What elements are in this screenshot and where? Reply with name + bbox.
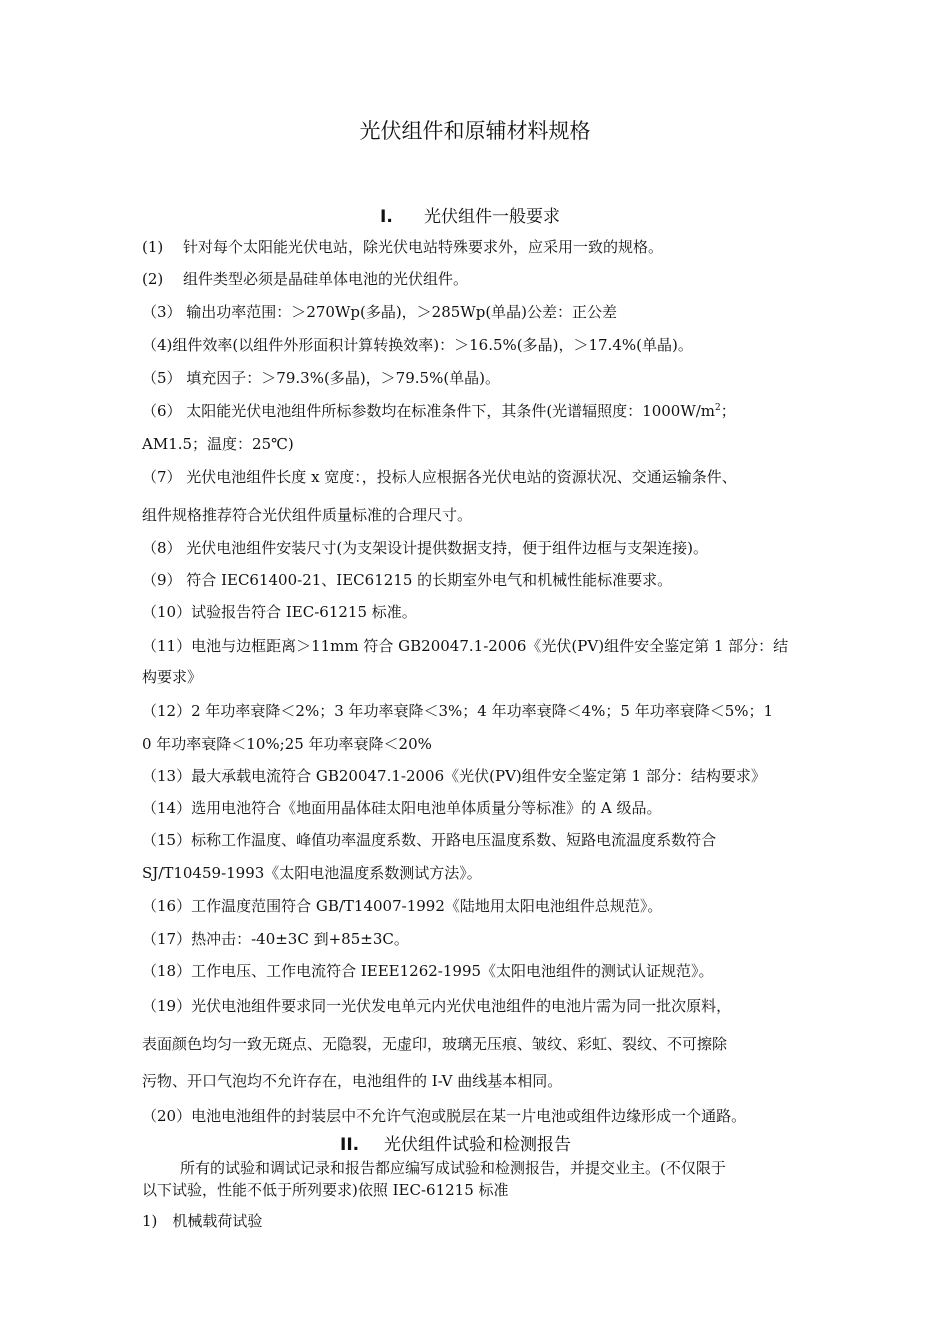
item-6-text: （6） 太阳能光伏电池组件所标参数均在标准条件下，其条件(光谱辐照度：1000W/m	[142, 402, 716, 420]
subitem-1: 1) 机械载荷试验	[142, 1212, 263, 1230]
item-7-line-1: （7） 光伏电池组件长度 x 宽度：，投标人应根据各光伏电站的资源状况、交通运输条件、	[142, 468, 737, 486]
item-19-line-2: 表面颜色均匀一致无斑点、无隐裂，无虚印，玻璃无压痕、皱纹、彩虹、裂纹、不可擦除	[142, 1035, 728, 1053]
item-5: （5） 填充因子：＞79.3%(多晶)，＞79.5%(单晶)。	[142, 369, 501, 387]
section-1-heading	[380, 206, 560, 228]
section-2-heading	[340, 1134, 571, 1156]
paragraph-line-1: 所有的试验和调试记录和报告都应编写成试验和检测报告，并提交业主。(不仅限于	[180, 1159, 726, 1177]
item-19-line-1: （19）光伏电池组件要求同一光伏发电单元内光伏电池组件的电池片需为同一批次原料，	[142, 997, 732, 1015]
item-11-line-2: 构要求》	[142, 668, 203, 686]
item-11-line-1: （11）电池与边框距离＞11mm 符合 GB20047.1-2006《光伏(PV)组件安全鉴定第 1 部分：结	[142, 637, 789, 655]
item-6-superscript: 2	[715, 403, 721, 413]
item-18: （18）工作电压、工作电流符合 IEEE1262-1995《太阳电池组件的测试认证规范》。	[142, 962, 714, 980]
paragraph-line-2: 以下试验，性能不低于所列要求)依照 IEC-61215 标准	[142, 1181, 509, 1199]
item-1: (1) 针对每个太阳能光伏电站，除光伏电站特殊要求外，应采用一致的规格。	[142, 238, 664, 256]
section-2-number: II.	[340, 1135, 360, 1155]
section-1-number: I.	[380, 207, 393, 227]
item-16: （16）工作温度范围符合 GB/T14007-1992《陆地用太阳电池组件总规范》。	[142, 897, 663, 915]
item-3: （3） 输出功率范围：＞270Wp(多晶)，＞285Wp(单晶)公差：正公差	[142, 303, 618, 321]
item-14: （14）选用电池符合《地面用晶体硅太阳电池单体质量分等标准》的 A 级品。	[142, 799, 662, 817]
item-4: （4)组件效率(以组件外形面积计算转换效率)：＞16.5%(多晶)，＞17.4%(单晶)。	[142, 336, 693, 354]
item-6-line-2: AM1.5；温度：25℃)	[142, 435, 294, 453]
item-2: (2) 组件类型必须是晶硅单体电池的光伏组件。	[142, 270, 469, 288]
item-6-line-1	[142, 401, 736, 421]
item-19-line-3: 污物、开口气泡均不允许存在，电池组件的 I-V 曲线基本相同。	[142, 1072, 563, 1090]
item-10: （10）试验报告符合 IEC-61215 标准。	[142, 603, 417, 621]
section-1-title: 光伏组件一般要求	[424, 207, 560, 227]
item-8: （8） 光伏电池组件安装尺寸(为支架设计提供数据支持，便于组件边框与支架连接)。	[142, 539, 709, 557]
item-12-line-2: 0 年功率衰降＜10%;25 年功率衰降＜20%	[142, 735, 432, 753]
item-12-line-1: （12）2 年功率衰降＜2%；3 年功率衰降＜3%；4 年功率衰降＜4%；5 年功率衰降＜5%；1	[142, 702, 774, 720]
item-9: （9） 符合 IEC61400-21、IEC61215 的长期室外电气和机械性能标准要求。	[142, 571, 673, 589]
section-2-title: 光伏组件试验和检测报告	[384, 1135, 571, 1155]
item-15-line-1: （15）标称工作温度、峰值功率温度系数、开路电压温度系数、短路电流温度系数符合	[142, 831, 717, 849]
item-7-line-2: 组件规格推荐符合光伏组件质量标准的合理尺寸。	[142, 506, 473, 524]
item-13: （13）最大承载电流符合 GB20047.1-2006《光伏(PV)组件安全鉴定第 1 部分：结构要求》	[142, 767, 766, 785]
document-title: 光伏组件和原辅材料规格	[359, 119, 591, 143]
item-17: （17）热冲击：-40±3C 到+85±3C。	[142, 930, 409, 948]
item-15-line-2: SJ/T10459-1993《太阳电池温度系数测试方法》。	[142, 864, 482, 882]
item-6-tail: ；	[720, 402, 736, 420]
item-20: （20）电池电池组件的封装层中不允许气泡或脱层在某一片电池或组件边缘形成一个通路。	[142, 1107, 747, 1125]
